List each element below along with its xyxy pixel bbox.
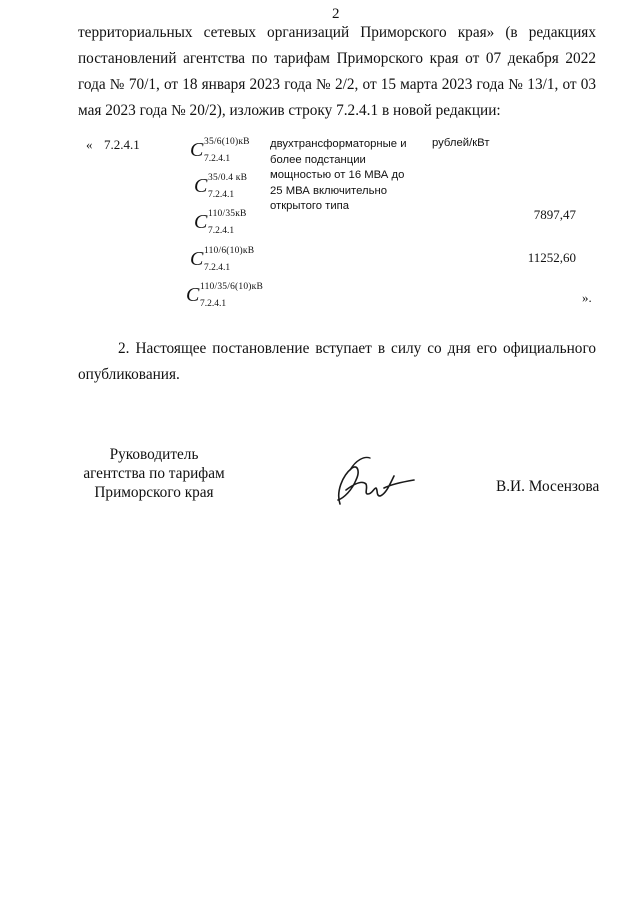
description-line: двухтрансформаторные и [270,138,407,150]
formula-110-6-10kv [190,246,255,273]
formula-superscript: 35/0.4 кВ [208,173,248,183]
formula-35-0.4kv [194,173,248,200]
signer-title-line: Приморского края [94,484,214,501]
formula-subscript: 7.2.4.1 [204,263,231,273]
row-description [270,137,430,215]
formula-subscript: 7.2.4.1 [200,299,227,309]
tariff-table-row [0,0,640,320]
formula-base: C [186,284,200,306]
page-number: 2 [332,6,340,22]
formula-base: C [190,139,204,161]
formula-subscript: 7.2.4.1 [208,226,235,236]
value-110-35kv: 7897,47 [533,207,576,222]
formula-base: C [194,211,208,233]
formula-subscript: 7.2.4.1 [204,154,231,164]
formula-base: C [194,175,208,197]
formula-35-6-10kv [190,137,250,164]
formula-superscript: 110/35кВ [208,209,247,219]
formula-superscript: 110/35/6(10)кВ [200,282,264,292]
handwritten-signature [326,454,418,510]
closing-quote: ». [582,290,592,305]
intro-paragraph: территориальных сетевых организаций Приморского края» (в редакциях постановлений агентства по тарифам Приморского края от 07 декабря 2022 года № 70/1, от 18 января 2023 года № 2/2, от 15 марта 2023 года № 13/1, от 03 мая 2023 года № 20/2), изложив строку 7.2.4.1 в новой редакции: [78,24,596,119]
value-110-6-10kv: 11252,60 [527,250,576,265]
description-line: мощностью от 16 МВА до [270,169,405,181]
signer-title-line: агентства по тарифам [83,465,225,482]
signer-name: В.И. Мосензова [496,478,600,495]
description-line: более подстанции [270,153,366,166]
row-code: 7.2.4.1 [104,137,140,152]
signer-title [66,445,242,502]
description-line: 25 МВА включительно [270,184,387,197]
description-line: открытого типа [270,200,350,212]
formula-110-35-6-10kv [186,282,264,309]
formula-subscript: 7.2.4.1 [208,190,235,200]
signer-title-line: Руководитель [109,446,199,463]
opening-quote: « [86,137,93,152]
unit-label: рублей/кВт [432,137,490,149]
formula-superscript: 110/6(10)кВ [204,246,255,256]
formula-110-35kv [194,209,247,236]
paragraph-2: 2. Настоящее постановление вступает в силу со дня его официального опубликования. [78,340,596,383]
formula-superscript: 35/6(10)кВ [204,137,250,147]
formula-base: C [190,248,204,270]
